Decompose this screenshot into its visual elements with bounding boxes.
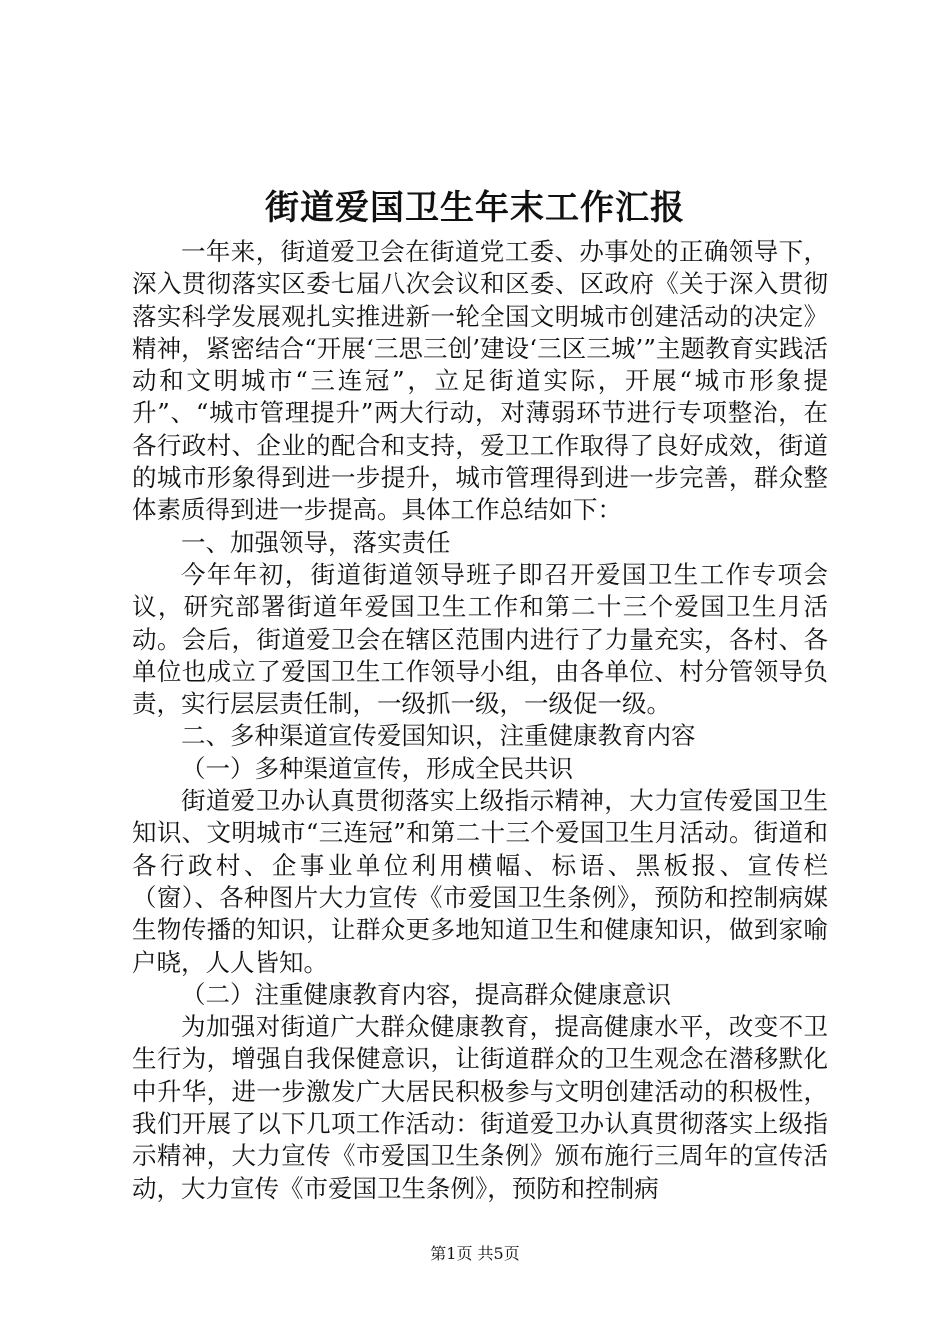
section-heading-1: 一、加强领导，落实责任 — [181, 527, 451, 557]
paragraph-section-1: 今年年初，街道街道领导班子即召开爱国卫生工作专项会议，研究部署街道年爱国卫生工作和第二十三个爱国卫生月活动。会后，街道爱卫会在辖区范围内进行了力量充实，各村、各单位也成立了爱国卫生工作领导小组，由各单位、村分管领导负责，实行层层责任制，一级抓一级，一级促一级。 — [132, 559, 828, 719]
paragraph-subsection-2-1: 街道爱卫办认真贯彻落实上级指示精神，大力宣传爱国卫生知识、文明城市“三连冠”和第二十三个爱国卫生月活动。街道和各行政村、企事业单位利用横幅、标语、黑板报、宣传栏（窗）、各种图片大力宣传《市爱国卫生条例》，预防和控制病媒生物传播的知识，让群众更多地知道卫生和健康知识，做到家喻户晓，人人皆知。 — [132, 786, 828, 977]
subsection-heading-2-2: （二）注重健康教育内容，提高群众健康意识 — [181, 979, 671, 1009]
document-body — [132, 236, 828, 1205]
paragraph-intro: 一年来，街道爱卫会在街道党工委、办事处的正确领导下，深入贯彻落实区委七届八次会议和区委、区政府《关于深入贯彻落实科学发展观扎实推进新一轮全国文明城市创建活动的决定》精神，紧密结合“开展‘三思三创’建设‘三区三城’”主题教育实践活动和文明城市“三连冠”，立足街道实际，开展“城市形象提升”、“城市管理提升”两大行动，对薄弱环节进行专项整治，在各行政村、企业的配合和支持，爱卫工作取得了良好成效，街道的城市形象得到进一步提升，城市管理得到进一步完善，群众整体素质得到进一步提高。具体工作总结如下： — [132, 237, 828, 525]
page-footer: 第1页 共5页 — [430, 1244, 520, 1263]
section-heading-2: 二、多种渠道宣传爱国知识，注重健康教育内容 — [181, 721, 696, 751]
paragraph-subsection-2-2: 为加强对街道广大群众健康教育，提高健康水平，改变不卫生行为，增强自我保健意识，让街道群众的卫生观念在潜移默化中升华，进一步激发广大居民积极参与文明创建活动的积极性，我们开展了以下几项工作活动：街道爱卫办认真贯彻落实上级指示精神，大力宣传《市爱国卫生条例》颁布施行三周年的宣传活动，大力宣传《市爱国卫生条例》，预防和控制病 — [132, 1012, 828, 1203]
document-title: 街道爱国卫生年末工作汇报 — [265, 188, 685, 228]
subsection-heading-2-1: （一）多种渠道宣传，形成全民共识 — [181, 753, 573, 783]
